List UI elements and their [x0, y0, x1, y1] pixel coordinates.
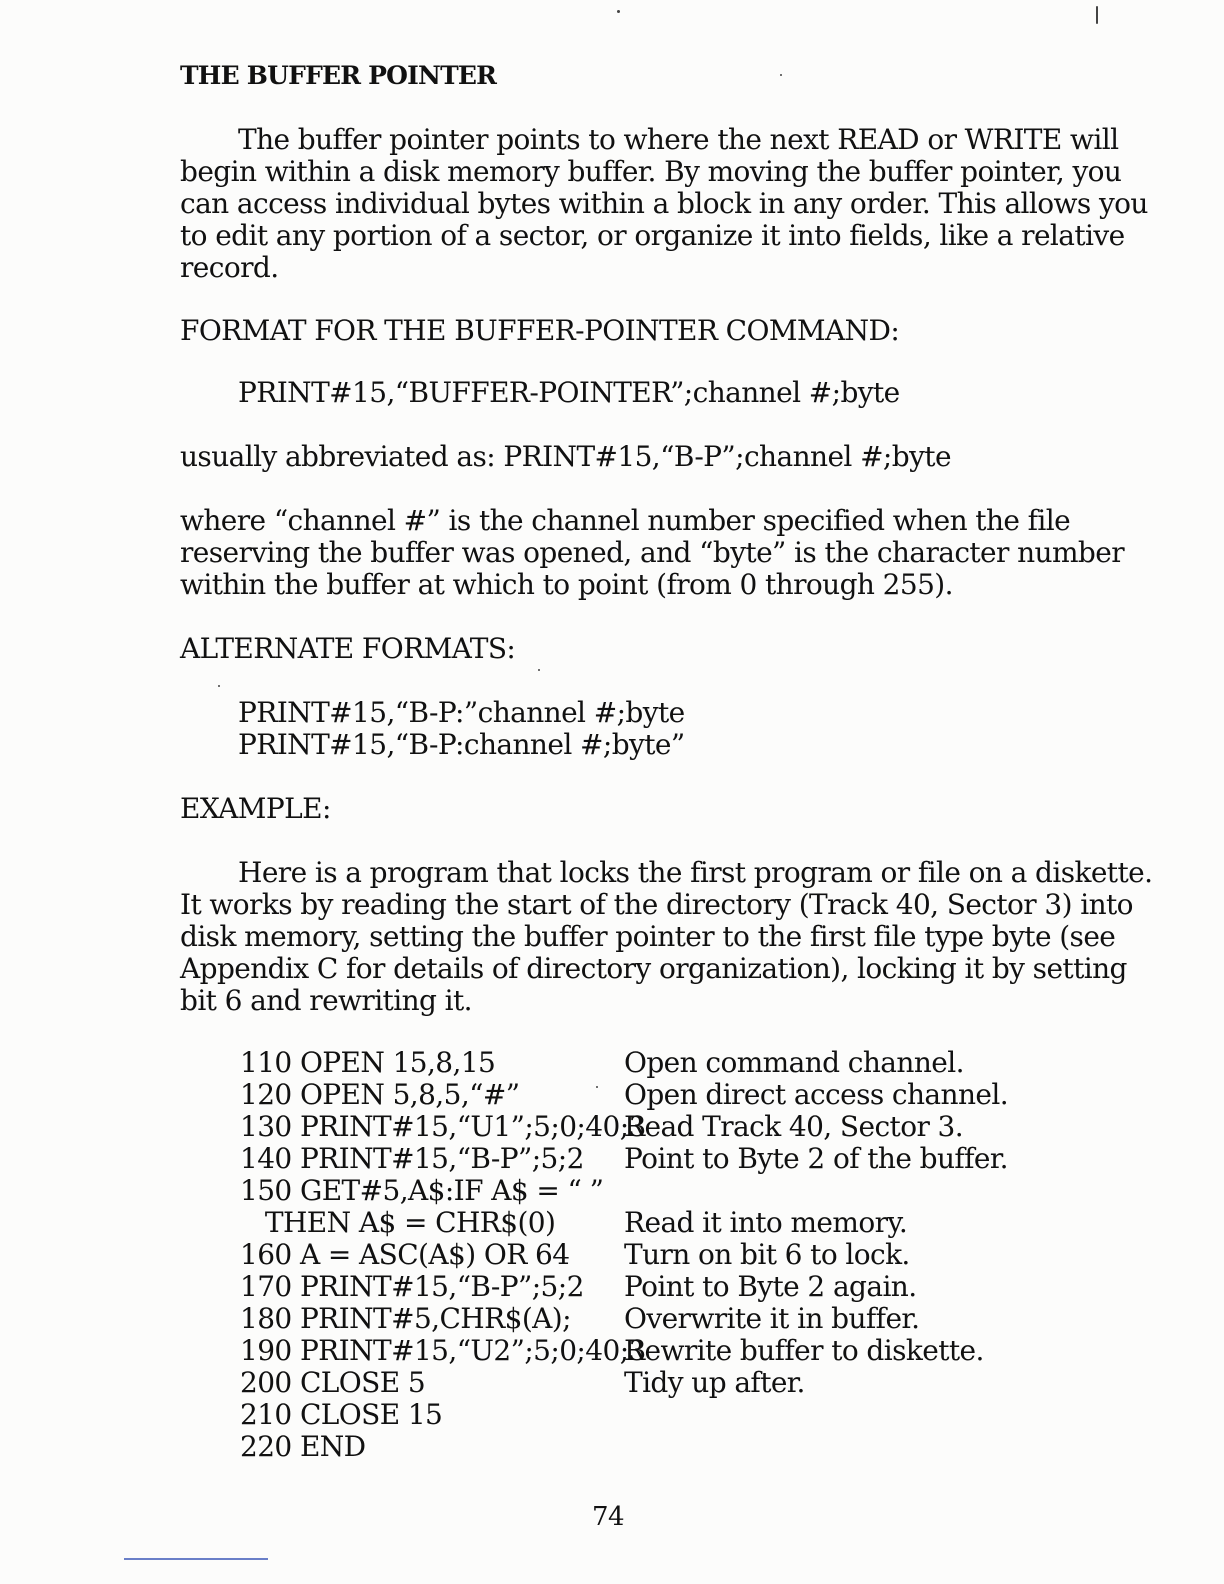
code-comment: Tidy up after. [624, 1366, 805, 1399]
code-line: 190 PRINT#15,“U2”;5;0;40;3 [240, 1334, 646, 1367]
format-command: PRINT#15,“BUFFER-POINTER”;channel #;byte [238, 376, 900, 409]
where-line: within the buffer at which to point (from 0 through 255). [180, 568, 953, 601]
code-line: 200 CLOSE 5 [240, 1366, 426, 1399]
format-label: FORMAT FOR THE BUFFER-POINTER COMMAND: [180, 314, 900, 347]
code-comment: Open command channel. [624, 1046, 964, 1079]
intro-line: can access individual bytes within a block in any order. This allows you [180, 187, 1148, 220]
example-line: Here is a program that locks the first program or file on a diskette. [238, 856, 1153, 889]
code-line: 210 CLOSE 15 [240, 1398, 443, 1431]
code-comment: Point to Byte 2 of the buffer. [624, 1142, 1008, 1175]
intro-line: begin within a disk memory buffer. By moving the buffer pointer, you [180, 155, 1122, 188]
code-line: THEN A$ = CHR$(0) [240, 1206, 556, 1239]
code-comment: Point to Byte 2 again. [624, 1270, 917, 1303]
section-heading: THE BUFFER POINTER [180, 61, 497, 90]
where-paragraph [180, 504, 1125, 601]
page-number: 74 [592, 1502, 625, 1532]
intro-line: to edit any portion of a sector, or organize it into fields, like a relative [180, 219, 1125, 252]
code-line: 160 A = ASC(A$) OR 64 [240, 1238, 570, 1271]
code-line: 110 OPEN 15,8,15 [240, 1046, 496, 1079]
intro-line: record. [180, 251, 279, 284]
code-comment: Rewrite buffer to diskette. [624, 1334, 984, 1367]
where-line: where “channel #” is the channel number specified when the file [180, 504, 1071, 537]
code-line: 150 GET#5,A$:IF A$ = “ ” [240, 1174, 604, 1207]
code-line: 180 PRINT#5,CHR$(A); [240, 1302, 571, 1335]
example-line: It works by reading the start of the directory (Track 40, Sector 3) into [180, 888, 1133, 921]
scan-speck [218, 685, 220, 687]
code-comment: Open direct access channel. [624, 1078, 1009, 1111]
code-comment: Read Track 40, Sector 3. [624, 1110, 964, 1143]
alternate-format-line: PRINT#15,“B-P:channel #;byte” [238, 728, 685, 761]
code-line: 170 PRINT#15,“B-P”;5;2 [240, 1270, 584, 1303]
code-line: 130 PRINT#15,“U1”;5;0;40;3 [240, 1110, 646, 1143]
example-line: bit 6 and rewriting it. [180, 984, 472, 1017]
example-line: disk memory, setting the buffer pointer to the first file type byte (see [180, 920, 1116, 953]
intro-paragraph [180, 123, 1148, 284]
code-comment: Turn on bit 6 to lock. [624, 1238, 910, 1271]
alternate-formats-label: ALTERNATE FORMATS: [180, 632, 516, 665]
scan-speck [1096, 6, 1098, 24]
scan-speck [617, 10, 620, 13]
scan-speck [538, 669, 540, 671]
example-paragraph [180, 856, 1153, 1017]
scan-speck [596, 1086, 598, 1088]
scan-edge-line [124, 1558, 268, 1560]
example-line: Appendix C for details of directory organization), locking it by setting [180, 952, 1127, 985]
code-comment: Read it into memory. [624, 1206, 908, 1239]
where-line: reserving the buffer was opened, and “byte” is the character number [180, 536, 1125, 569]
code-line: 120 OPEN 5,8,5,“#” [240, 1078, 520, 1111]
intro-line: The buffer pointer points to where the next READ or WRITE will [238, 123, 1119, 156]
code-comment: Overwrite it in buffer. [624, 1302, 920, 1335]
abbreviation-line: usually abbreviated as: PRINT#15,“B-P”;channel #;byte [180, 440, 951, 473]
code-line: 220 END [240, 1430, 366, 1463]
code-line: 140 PRINT#15,“B-P”;5;2 [240, 1142, 584, 1175]
alternate-format-line: PRINT#15,“B-P:”channel #;byte [238, 696, 685, 729]
scan-speck [780, 74, 782, 76]
example-label: EXAMPLE: [180, 792, 331, 825]
